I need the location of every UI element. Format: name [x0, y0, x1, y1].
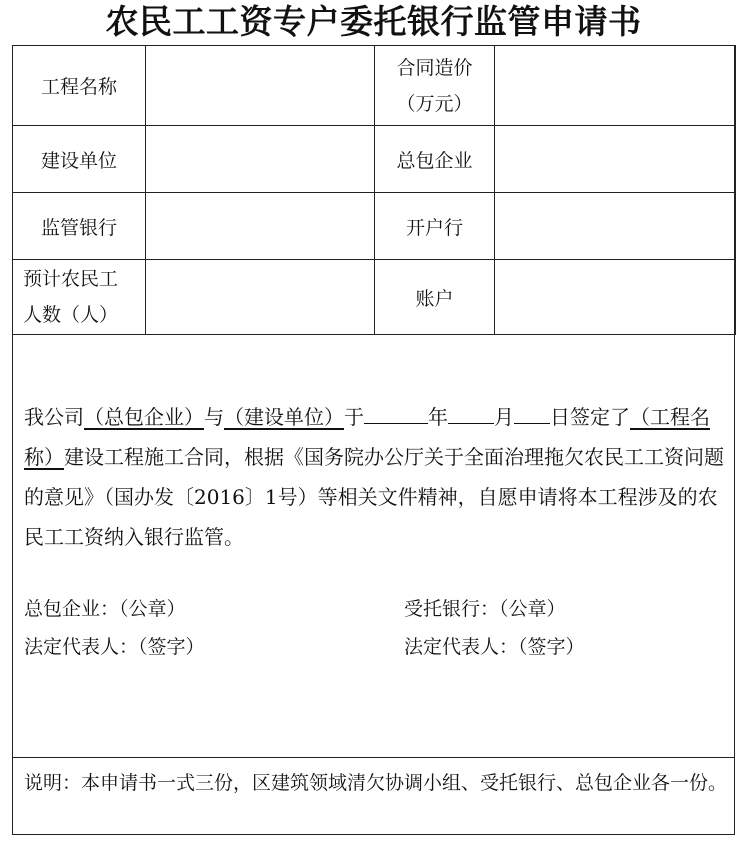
label-contract-price-line2: （万元）: [396, 92, 473, 115]
label-construction-unit: 建设单位: [13, 126, 146, 193]
statement-text-5: 建设工程施工合同，根据《国务院办公厅关于全面治理拖欠农民工工资问题的意见》（国办发〔2016〕1号）等相关文件精神，自愿申请将本工程涉及的农民工工资纳入银行监管。: [24, 445, 724, 549]
bank-representative-line: 法定代表人：（签字）: [404, 636, 585, 658]
note-divider: [12, 757, 735, 758]
contractor-seal-line: 总包企业：（公章）: [24, 598, 186, 620]
placeholder-construction-unit[interactable]: （建设单位）: [224, 405, 344, 429]
input-project-name[interactable]: [146, 46, 375, 126]
input-opening-bank[interactable]: [495, 193, 736, 260]
label-supervising-bank: 监管银行: [13, 193, 146, 260]
blank-year[interactable]: [364, 397, 428, 424]
statement-year: 年: [428, 405, 448, 429]
note-text: 说明：本申请书一式三份，区建筑领域清欠协调小组、受托银行、总包企业各一份。: [24, 772, 728, 794]
input-estimated-workers[interactable]: [146, 260, 375, 335]
info-table: [12, 45, 736, 335]
label-project-name: 工程名称: [13, 46, 146, 126]
blank-month[interactable]: [448, 397, 494, 424]
label-workers-line2: 人数（人）: [23, 304, 119, 326]
label-contract-price: [375, 46, 495, 126]
input-account[interactable]: [495, 260, 736, 335]
statement-text-4: 日签定了: [550, 405, 630, 429]
statement-text-2: 与: [204, 405, 224, 429]
input-general-contractor[interactable]: [495, 126, 736, 193]
input-construction-unit[interactable]: [146, 126, 375, 193]
statement-month: 月: [494, 405, 514, 429]
input-supervising-bank[interactable]: [146, 193, 375, 260]
statement-text-3: 于: [344, 405, 364, 429]
blank-day[interactable]: [514, 397, 550, 424]
label-account: 账户: [375, 260, 495, 335]
label-general-contractor: 总包企业: [375, 126, 495, 193]
page-title: 农民工工资专户委托银行监管申请书: [105, 2, 642, 41]
bank-seal-line: 受托银行：（公章）: [404, 598, 566, 620]
statement-text-1: 我公司: [24, 405, 84, 429]
placeholder-general-contractor[interactable]: （总包企业）: [84, 405, 204, 429]
label-contract-price-line1: 合同造价: [396, 56, 473, 79]
label-opening-bank: 开户行: [375, 193, 495, 260]
statement-paragraph: [24, 397, 728, 557]
input-contract-price[interactable]: [495, 46, 736, 126]
placeholder-project-name[interactable]: （工程名称）: [24, 405, 710, 469]
label-estimated-workers: [13, 260, 146, 335]
contractor-representative-line: 法定代表人：（签字）: [24, 636, 205, 658]
label-workers-line1: 预计农民工: [23, 268, 119, 290]
